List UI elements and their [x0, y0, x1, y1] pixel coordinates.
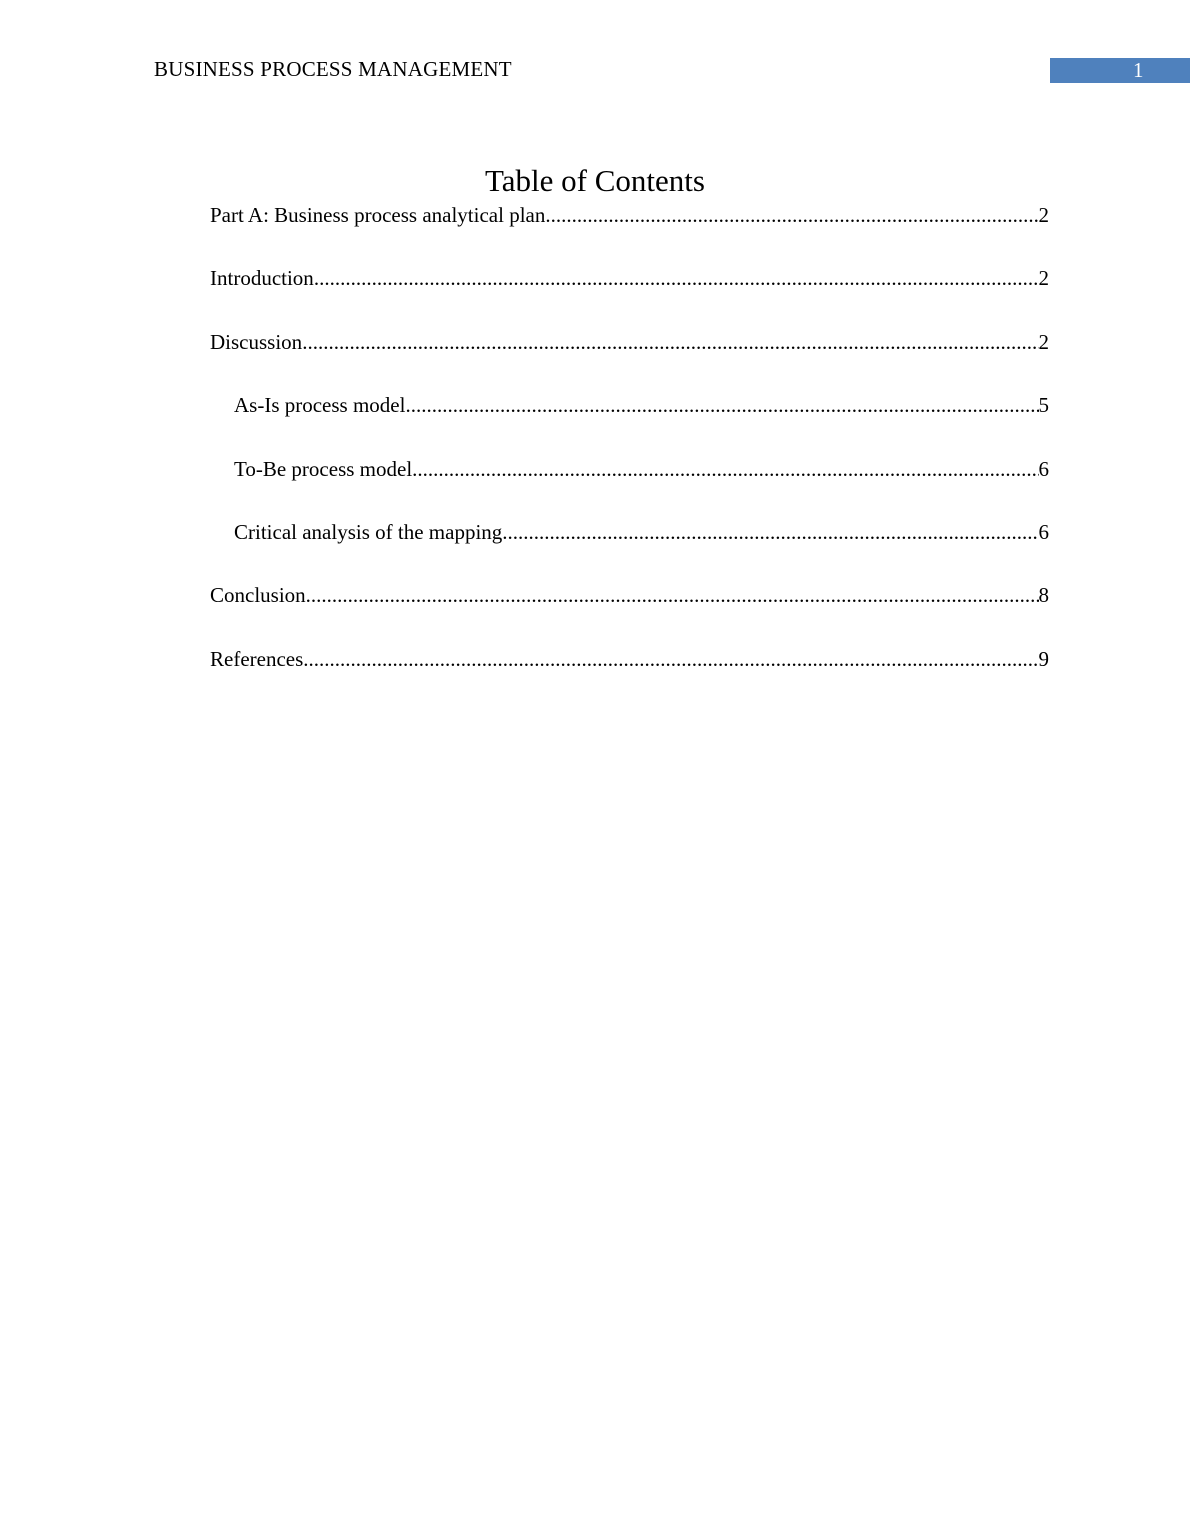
dot-leader [314, 263, 1039, 326]
toc-entry-label: To-Be process model [234, 456, 413, 481]
toc-entry-page: 6 [1038, 519, 1049, 544]
table-of-contents [210, 200, 1049, 707]
dot-leader [303, 644, 1038, 707]
toc-entry-label: References [210, 646, 304, 671]
toc-entry-page: 2 [1038, 203, 1049, 227]
toc-entry[interactable] [210, 454, 1049, 517]
toc-entry-page: 2 [1038, 266, 1049, 291]
toc-entry-label: Part A: Business process analytical plan [210, 203, 546, 227]
toc-entry[interactable] [210, 580, 1049, 643]
dot-leader [306, 580, 1039, 643]
toc-entry-page: 2 [1038, 329, 1049, 354]
toc-entry-page: 8 [1038, 583, 1049, 608]
toc-entry-label: Critical analysis of the mapping [234, 519, 503, 544]
toc-entry-page: 5 [1038, 393, 1049, 418]
dot-leader [302, 327, 1038, 390]
toc-entry-label: As-Is process model [234, 393, 406, 418]
toc-entry[interactable] [210, 200, 1049, 263]
dot-leader [412, 454, 1038, 517]
toc-entry-label: Discussion [210, 329, 303, 354]
toc-entry-page: 6 [1038, 456, 1049, 481]
toc-title: Table of Contents [485, 163, 705, 198]
toc-entry[interactable] [210, 644, 1049, 707]
toc-entry[interactable] [210, 263, 1049, 326]
dot-leader [405, 390, 1038, 453]
toc-entry-label: Introduction [210, 266, 314, 291]
toc-entry-page: 9 [1038, 646, 1049, 671]
page-number: 1 [1133, 58, 1144, 82]
dot-leader [545, 200, 1038, 263]
toc-entry[interactable] [210, 390, 1049, 453]
dot-leader [502, 517, 1038, 580]
page-number-bar [1050, 58, 1190, 83]
toc-entry[interactable] [210, 517, 1049, 580]
toc-entry[interactable] [210, 327, 1049, 390]
header-title: BUSINESS PROCESS MANAGEMENT [154, 57, 512, 81]
toc-entry-label: Conclusion [210, 583, 306, 608]
